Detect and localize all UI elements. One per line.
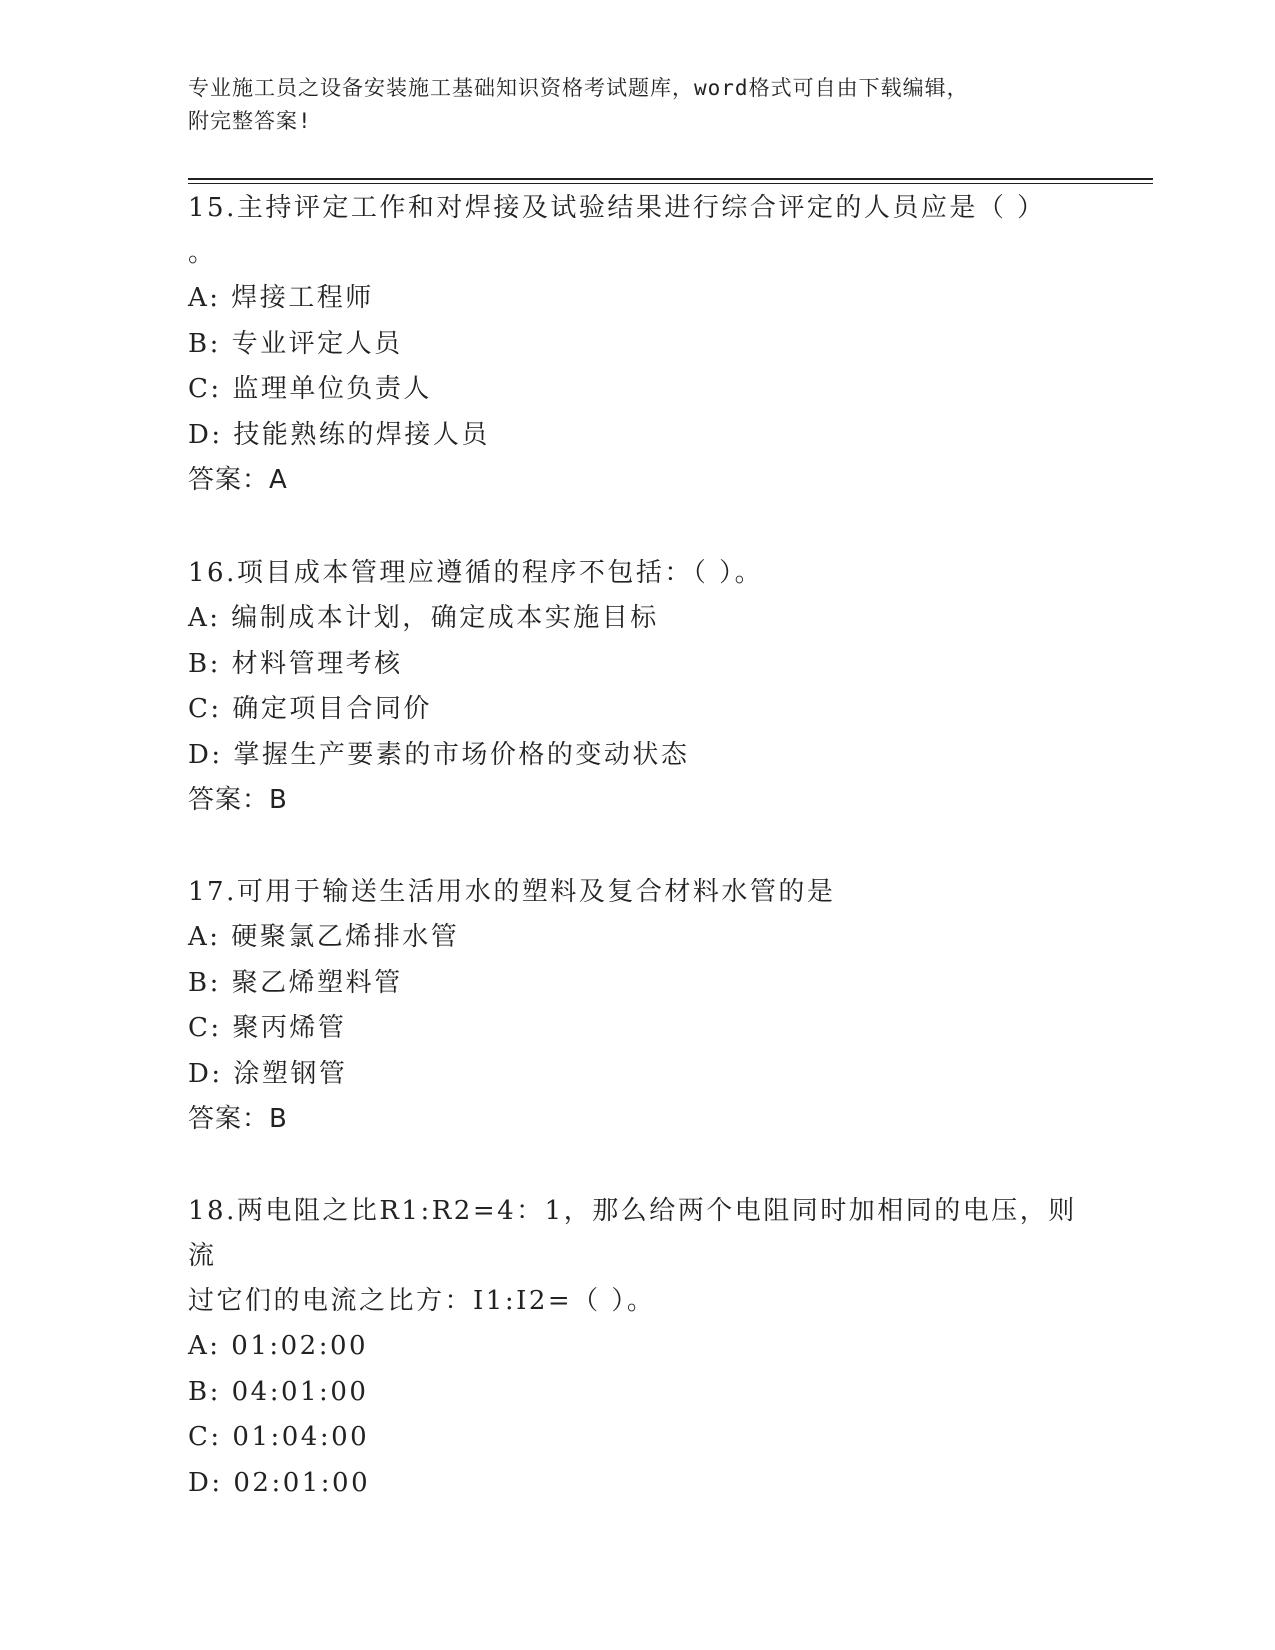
header-divider-top — [188, 178, 1153, 180]
document-header — [188, 72, 1068, 138]
answer-label: 答案：A — [188, 465, 288, 495]
answer-label: 答案：B — [188, 1104, 288, 1134]
option-a: A: 01:02:00 — [188, 1331, 369, 1361]
option-c: C: 确定项目合同价 — [188, 694, 432, 724]
header-divider-bottom — [188, 183, 1153, 184]
option-a: A: 焊接工程师 — [188, 283, 374, 313]
question-stem-line-1: 15.主持评定工作和对焊接及试验结果进行综合评定的人员应是（ ） — [188, 193, 1046, 223]
header-line-2: 附完整答案! — [188, 109, 312, 133]
question-17 — [188, 870, 1088, 1142]
question-18 — [188, 1189, 1088, 1506]
option-d: D: 02:01:00 — [188, 1467, 371, 1498]
question-stem-line-1: 18.两电阻之比R1:R2=4：1，那么给两个电阻同时加相同的电压，则流 — [188, 1196, 1077, 1271]
option-c: C: 01:04:00 — [188, 1422, 370, 1452]
question-16 — [188, 551, 1088, 823]
option-d: D: 技能熟练的焊接人员 — [188, 419, 490, 450]
option-b: B: 专业评定人员 — [188, 328, 403, 359]
question-stem-line-2: 过它们的电流之比方：I1:I2=（ ）。 — [188, 1286, 656, 1316]
question-stem-line-1: 16.项目成本管理应遵循的程序不包括：（ ）。 — [188, 558, 764, 588]
option-d: D: 涂塑钢管 — [188, 1058, 348, 1089]
option-a: A: 硬聚氯乙烯排水管 — [188, 922, 460, 952]
option-b: B: 04:01:00 — [188, 1376, 369, 1407]
question-stem-line-2: 。 — [188, 238, 217, 268]
option-b: B: 材料管理考核 — [188, 648, 403, 679]
option-d: D: 掌握生产要素的市场价格的变动状态 — [188, 739, 690, 770]
question-15 — [188, 186, 1088, 503]
question-stem-line-1: 17.可用于输送生活用水的塑料及复合材料水管的是 — [188, 877, 836, 907]
option-c: C: 监理单位负责人 — [188, 374, 432, 404]
option-c: C: 聚丙烯管 — [188, 1013, 347, 1043]
answer-label: 答案：B — [188, 785, 288, 815]
header-line-1: 专业施工员之设备安装施工基础知识资格考试题库，word格式可自由下载编辑， — [188, 76, 969, 100]
option-a: A: 编制成本计划，确定成本实施目标 — [188, 603, 659, 633]
option-b: B: 聚乙烯塑料管 — [188, 967, 403, 998]
